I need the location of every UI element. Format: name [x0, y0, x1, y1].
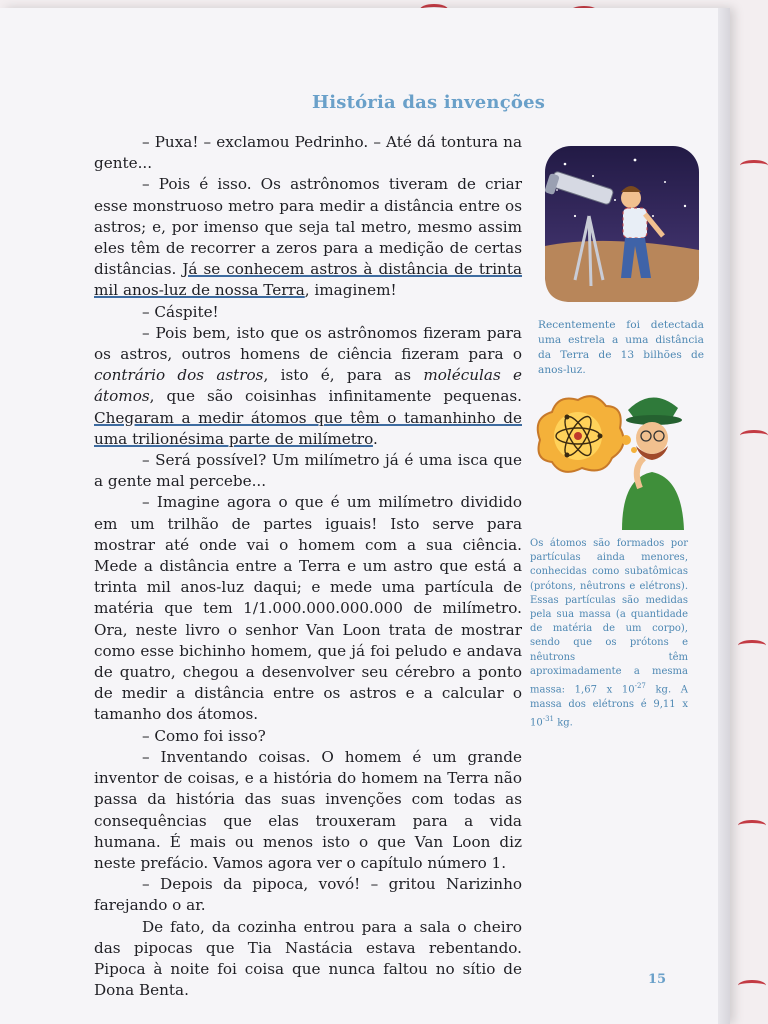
paragraph: – Puxa! – exclamou Pedrinho. – Até dá tontura na gente...	[94, 133, 522, 173]
cloth-pattern	[738, 980, 766, 991]
paragraph: – Depois da pipoca, vovó! – gritou Narizinho farejando o ar.	[94, 875, 522, 915]
paragraph: – Pois é isso. Os astrônomos tiveram de criar esse monstruoso metro para medir a distância entre os astros; e, por imenso que seja tal metro, mesmo assim eles têm de recorrer a zeros para a medição de certas distâncias. Já se conhecem astros à distância de trinta mil anos-luz de nossa Terra, imaginem!	[94, 175, 523, 300]
atoms-caption: Os átomos são formados por partículas ainda menores, conhecidas como subatômicas (prótons, nêutrons e elétrons). Essas partículas são medidas pela sua massa (a quantidade de matéria de um corpo), sendo que os prótons e nêutrons têm aproximadamente a mesma massa: 1,67 x $10^{-27}$ kg. A massa dos elétrons é 9,11 x $10^{-31}$ kg.	[530, 538, 688, 729]
telescope-caption: Recentemente foi detectada uma estrela a uma distância da Terra de 13 bilhões de anos-luz.	[538, 319, 704, 376]
underlined-phrase: Chegaram a medir átomos que têm o tamanhinho de uma trilionésima parte de milímetro	[94, 408, 522, 448]
main-text	[94, 132, 522, 1001]
page-number: 15	[648, 972, 667, 987]
page-edge	[718, 8, 730, 1024]
underlined-phrase: Já se conhecem astros à distância de trinta mil anos-luz de nossa Terra	[94, 260, 523, 300]
paragraph: De fato, da cozinha entrou para a sala o cheiro das pipocas que Tia Nastácia estava rebentando. Pipoca à noite foi coisa que nunca faltou no sítio de Dona Benta.	[94, 917, 522, 1000]
telescope-boy-illustration	[545, 146, 699, 302]
paragraph: – Pois bem, isto que os astrônomos fizeram para os astros, outros homens de ciência fizeram para o contrário dos astros, isto é, para as moléculas e átomos, que são coisinhas infinitamente pequenas. Chegaram a medir átomos que têm o tamanhinho de uma trilionésima parte de milímetro.	[94, 323, 523, 448]
cloth-pattern	[740, 430, 768, 441]
cloth-pattern	[738, 820, 766, 831]
running-header: História das invenções	[312, 92, 546, 113]
cloth-pattern	[740, 160, 768, 171]
paragraph: – Imagine agora o que é um milímetro dividido em um trilhão de partes iguais! Isto serve para mostrar até onde vai o homem com a sua ciência. Mede a distância entre a Terra e um astro que está a trinta mil anos-luz daqui; e mede uma partícula de matéria que tem 1/1.000.000.000.000 de milímetro. Ora, neste livro o senhor Van Loon trata de mostrar como esse bichinho homem, que já foi peludo e andava de quatro, chegou a desenvolver seu cérebro a ponto de medir a distância entre os astros e a calcular o tamanho dos átomos.	[94, 493, 522, 724]
cloth-pattern	[738, 640, 766, 651]
paragraph: – Inventando coisas. O homem é um grande inventor de coisas, e a história do homem na Terra não passa da história das suas invenções com todas as consequências que elas trouxeram para a vida humana. É mais ou menos isto o que Van Loon diz neste prefácio. Vamos agora ver o capítulo número 1.	[94, 747, 522, 872]
atom-scientist-illustration	[532, 388, 688, 530]
paragraph: – Será possível? Um milímetro já é uma isca que a gente mal percebe...	[94, 451, 522, 491]
paragraph: – Como foi isso?	[142, 726, 266, 745]
paragraph: – Cáspite!	[142, 302, 219, 321]
